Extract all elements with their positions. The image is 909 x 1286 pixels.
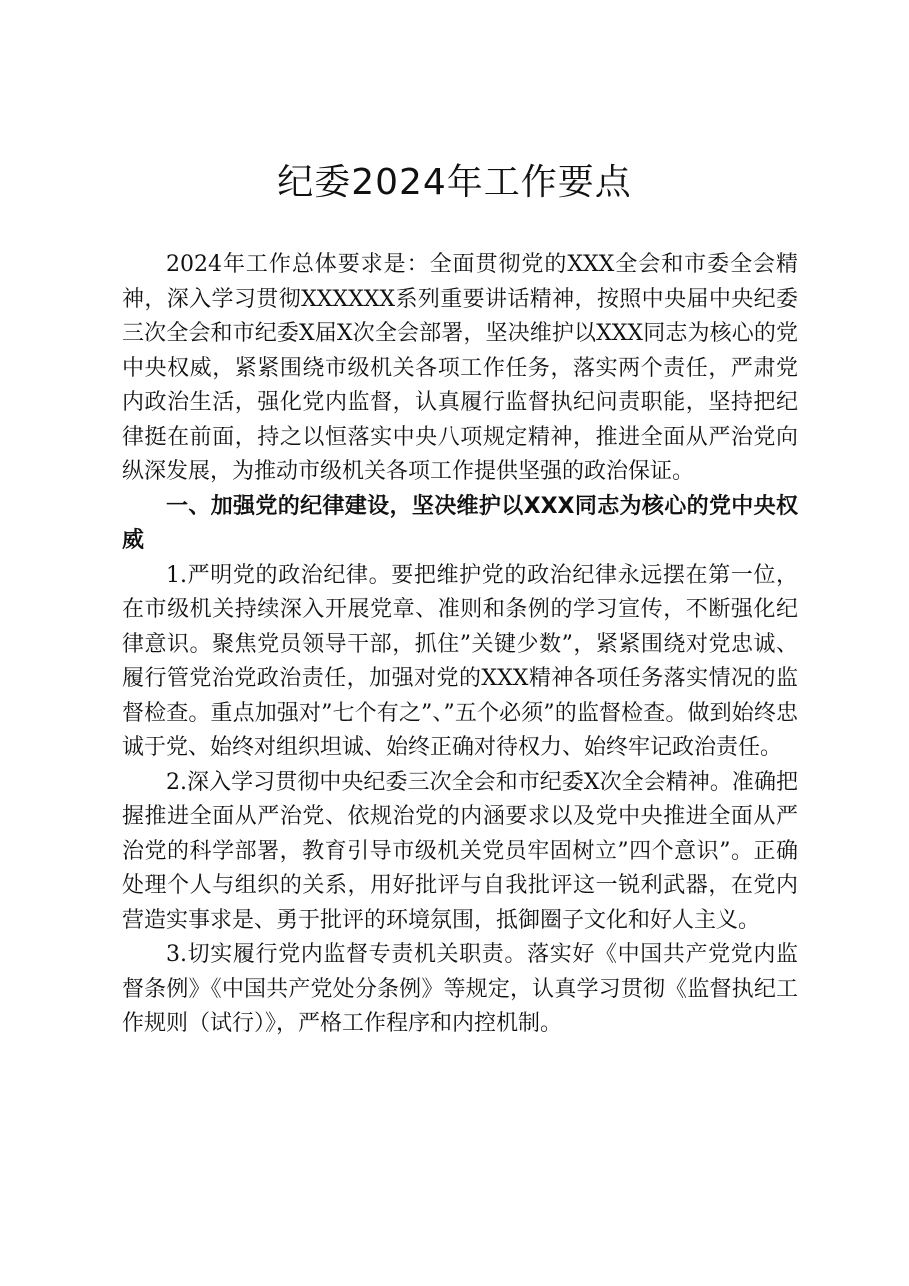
item-2-paragraph: 2.深入学习贯彻中央纪委三次全会和市纪委X次全会精神。准确把握推进全面从严治党、依规治党的内涵要求以及党中央推进全面从严治党的科学部署，教育引导市级机关党员牢固树立”四个意识”。正确处理个人与组织的关系，用好批评与自我批评这一锐利武器，在党内营造实事求是、勇于批评的环境氛围，抵御圈子文化和好人主义。 [122, 769, 798, 933]
document-body [122, 248, 798, 1042]
item-1-paragraph: 1.严明党的政治纪律。要把维护党的政治纪律永远摆在第一位，在市级机关持续深入开展党章、准则和条例的学习宣传，不断强化纪律意识。聚焦党员领导干部，抓住”关键少数”，紧紧围绕对党忠诚、履行管党治党政治责任，加强对党的XXX精神各项任务落实情况的监督检查。重点加强对”七个有之”、”五个必须”的监督检查。做到始终忠诚于党、始终对组织坦诚、始终正确对待权力、始终牢记政治责任。 [122, 562, 798, 760]
intro-paragraph: 2024年工作总体要求是：全面贯彻党的XXX全会和市委全会精神，深入学习贯彻XXXXXX系列重要讲话精神，按照中央届中央纪委三次全会和市纪委X届X次全会部署，坚决维护以XXX同志为核心的党中央权威，紧紧围绕市级机关各项工作任务，落实两个责任，严肃党内政治生活，强化党内监督，认真履行监督执纪问责职能，坚持把纪律挺在前面，持之以恒落实中央八项规定精神，推进全面从严治党向纵深发展，为推动市级机关各项工作提供坚强的政治保证。 [122, 252, 798, 484]
document-title: 纪委2024年工作要点 [277, 162, 632, 203]
item-3-paragraph: 3.切实履行党内监督专责机关职责。落实好《中国共产党党内监督条例》《中国共产党处分条例》等规定，认真学习贯彻《监督执纪工作规则（试行）》，严格工作程序和内控机制。 [122, 942, 798, 1036]
section-1-heading: 一、加强党的纪律建设，坚决维护以XXX同志为核心的党中央权威 [122, 493, 798, 553]
